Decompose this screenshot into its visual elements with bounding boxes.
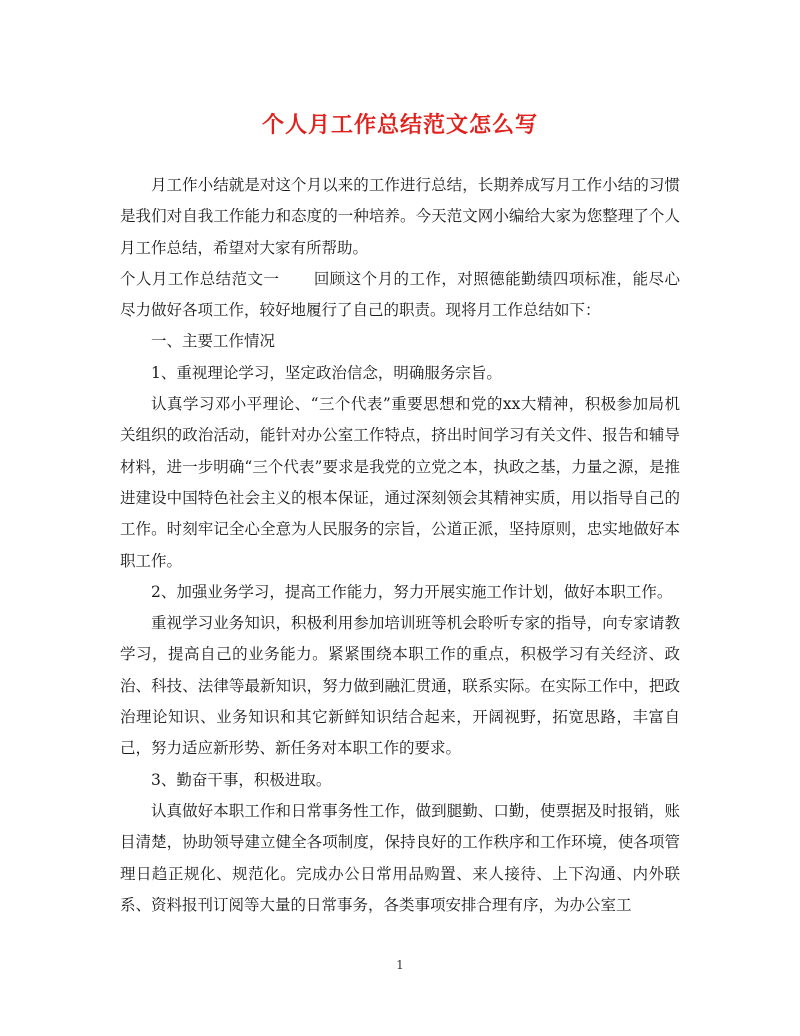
document-body: [120, 170, 680, 921]
intro-paragraph: 月工作小结就是对这个月以来的工作进行总结，长期养成写月工作小结的习惯是我们对自我工作能力和态度的一种培养。今天范文网小编给大家为您整理了个人月工作总结，希望对大家有所帮助。: [120, 176, 680, 257]
item1-heading: 1、重视理论学习，坚定政治信念，明确服务宗旨。: [151, 363, 502, 382]
subheading-paragraph: [120, 264, 680, 327]
item3-heading: 3、勤奋干事，积极进取。: [151, 770, 332, 789]
subheading-label: 个人月工作总结范文一: [120, 269, 280, 288]
subheading-text: 回顾这个月的工作，对照德能勤绩四项标准，能尽心尽力做好各项工作，较好地履行了自己的职责。现将月工作总结如下：: [120, 269, 680, 320]
item2-paragraph: 重视学习业务知识，积极利用参加培训班等机会聆听专家的指导，向专家请教学习，提高自己的业务能力。紧紧围绕本职工作的重点，积极学习有关经济、政治、科技、法律等最新知识，努力做到融汇贯通，联系实际。在实际工作中，把政治理论知识、业务知识和其它新鲜知识结合起来，开阔视野，拓宽思路，丰富自己，努力适应新形势、新任务对本职工作的要求。: [120, 614, 680, 758]
item2-heading: 2、加强业务学习，提高工作能力，努力开展实施工作计划，做好本职工作。: [151, 582, 673, 601]
section-heading: 一、主要工作情况: [151, 332, 276, 351]
item1-paragraph: 认真学习邓小平理论、“三个代表”重要思想和党的xx大精神，积极参加局机关组织的政治活动，能针对办公室工作特点，挤出时间学习有关文件、报告和辅导材料，进一步明确“三个代表”要求是我党的立党之本，执政之基，力量之源，是推进建设中国特色社会主义的根本保证，通过深刻领会其精神实质，用以指导自己的工作。时刻牢记全心全意为人民服务的宗旨，公道正派，坚持原则，忠实地做好本职工作。: [120, 395, 680, 570]
item3-paragraph: 认真做好本职工作和日常事务性工作，做到腿勤、口勤，使票据及时报销，账目清楚，协助领导建立健全各项制度，保持良好的工作秩序和工作环境，使各项管理日趋正规化、规范化。完成办公日常用品购置、来人接待、上下沟通、内外联系、资料报刊订阅等大量的日常事务，各类事项安排合理有序，为办公室工: [120, 801, 680, 914]
page-number: 1: [396, 958, 404, 972]
document-title: 个人月工作总结范文怎么写: [261, 113, 538, 138]
